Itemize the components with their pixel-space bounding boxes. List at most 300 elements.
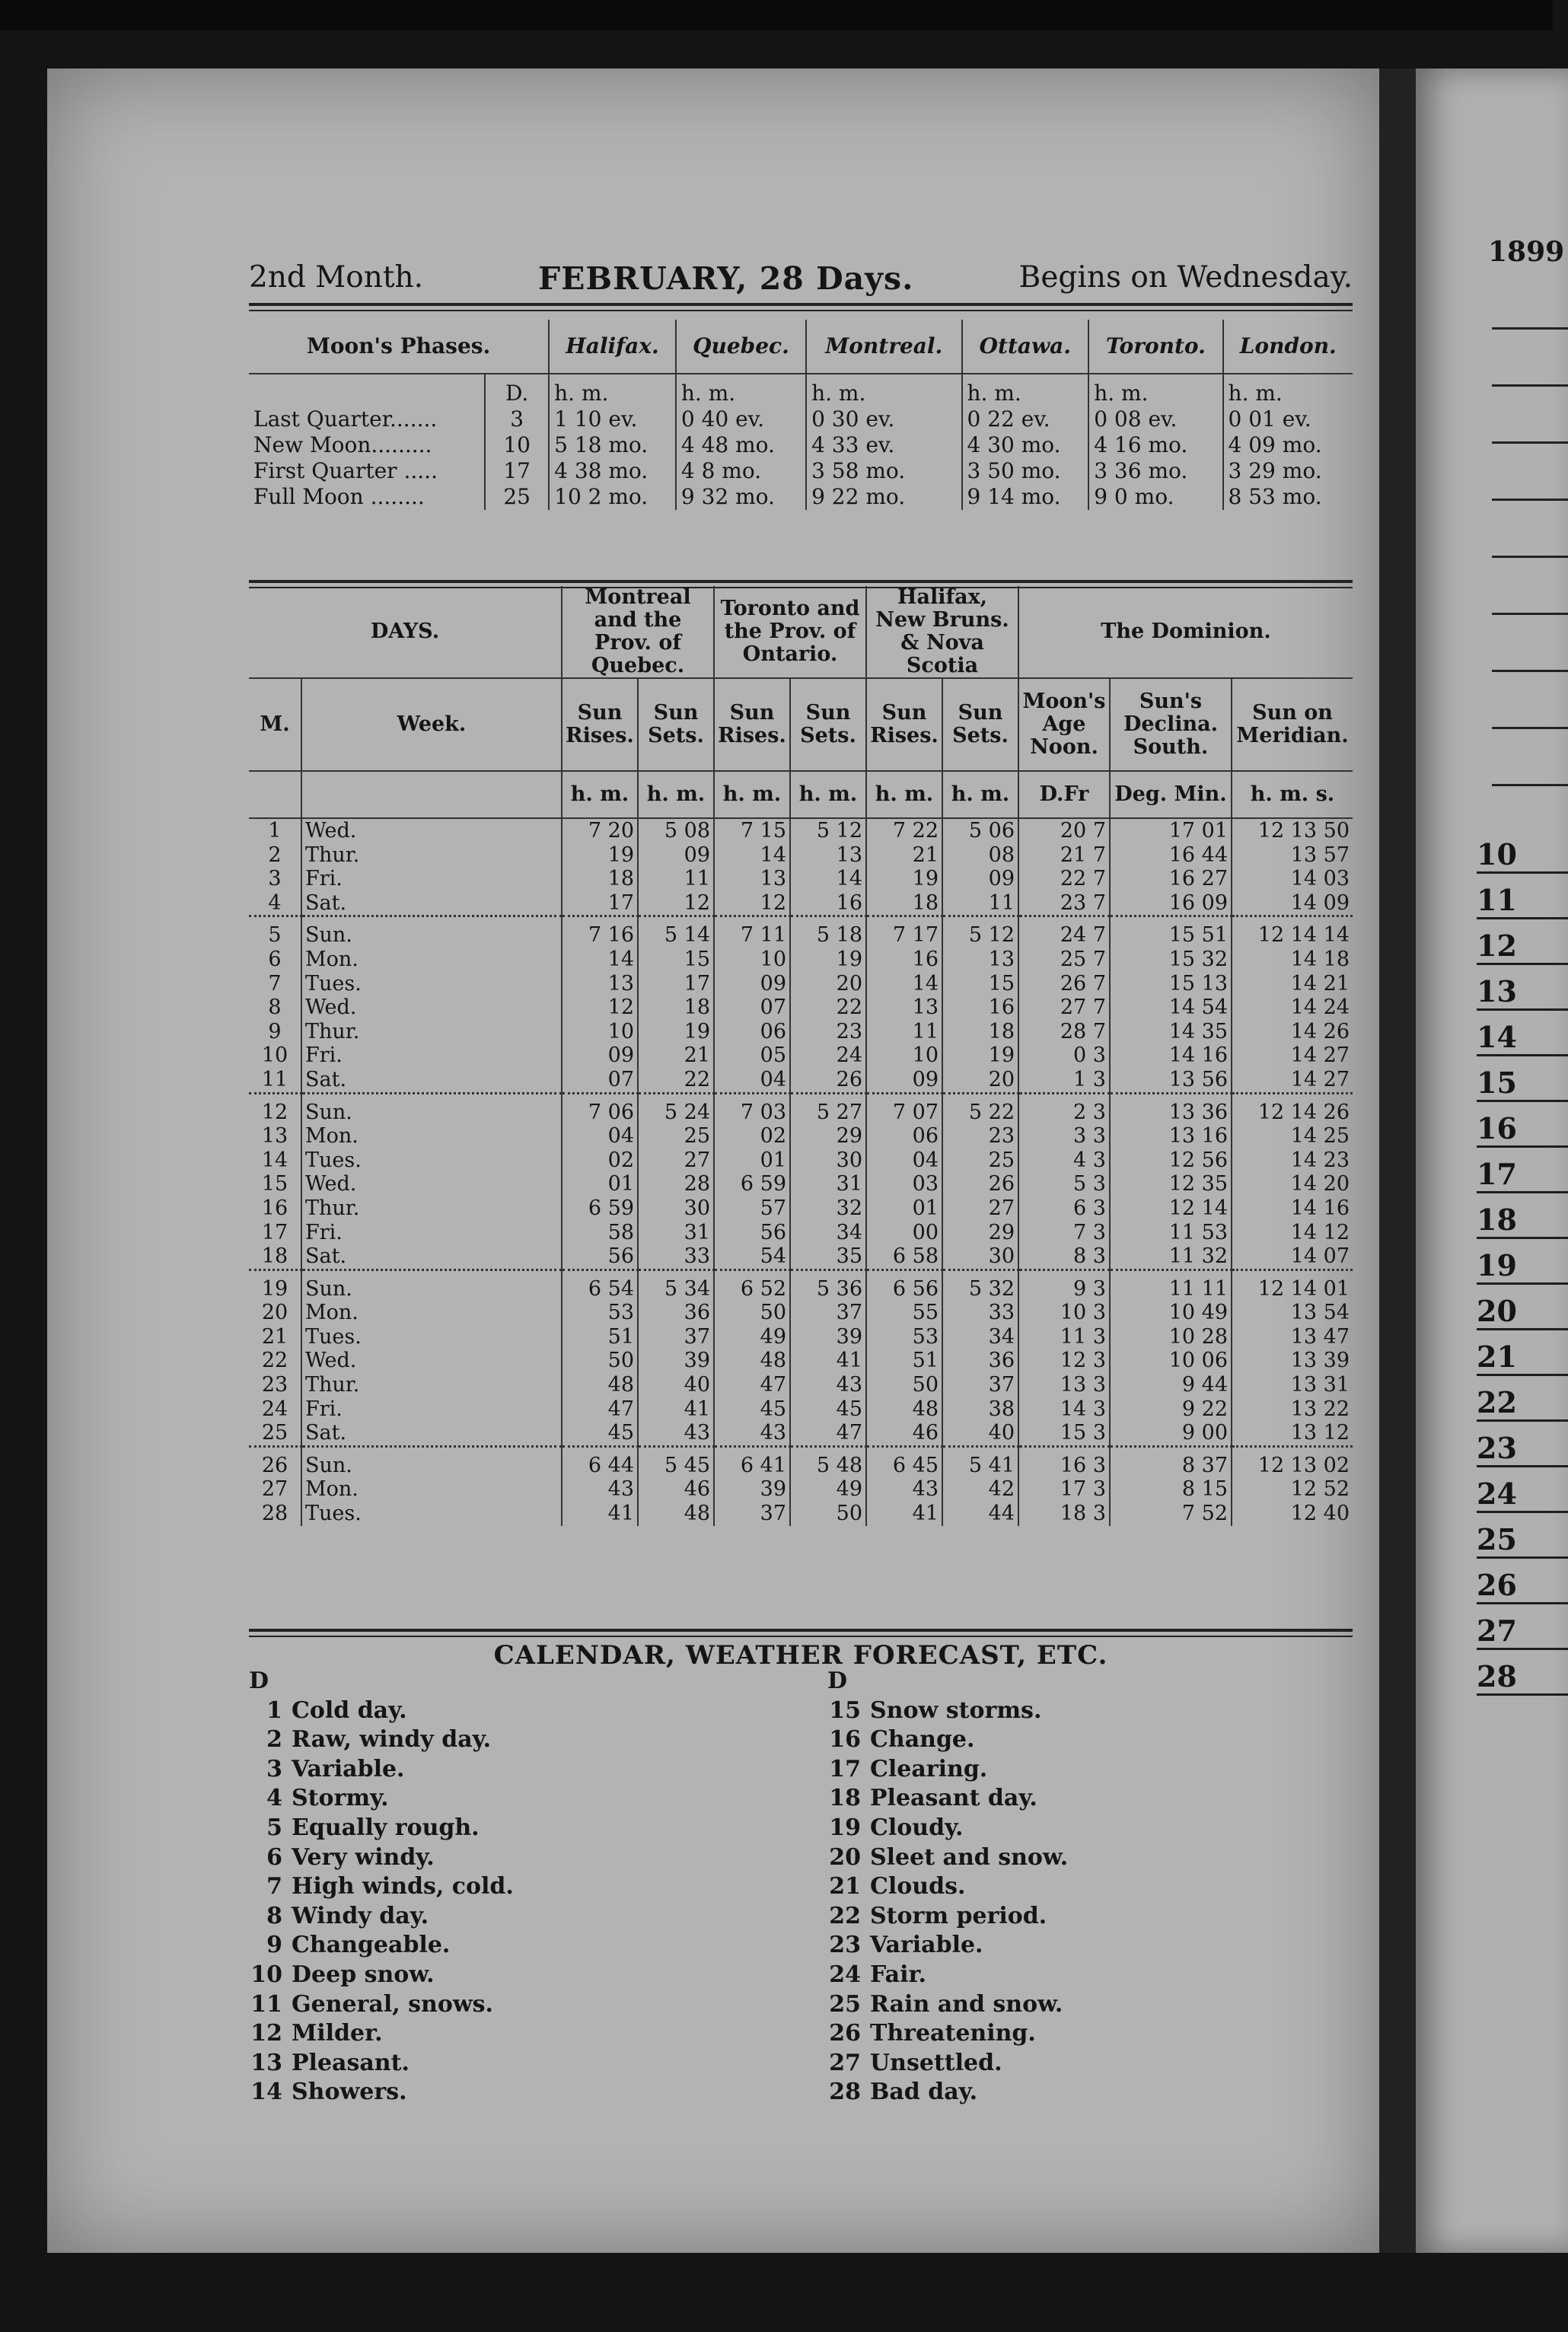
day-cell: 6 44 xyxy=(562,1454,638,1478)
separator-cell xyxy=(301,1270,562,1277)
separator-cell xyxy=(562,1446,638,1454)
forecast-day: 25 xyxy=(829,1990,861,2018)
day-cell: 28 7 xyxy=(1018,1020,1110,1044)
unit-label: h. m. xyxy=(638,771,714,818)
unit-label: h. m. xyxy=(942,771,1018,818)
phase-time: 1 10 ev. xyxy=(549,406,676,432)
phase-time-unit: h. m. xyxy=(806,374,961,406)
day-cell: 27 7 xyxy=(1018,996,1110,1020)
separator-cell xyxy=(1018,916,1110,924)
day-cell: 13 xyxy=(714,867,790,891)
days-heading: DAYS. xyxy=(249,586,562,678)
begins-on: Begins on Wednesday. xyxy=(1018,260,1353,295)
day-row xyxy=(249,1068,1353,1093)
day-cell: 12 35 xyxy=(1110,1172,1232,1196)
day-cell: 5 xyxy=(268,923,282,948)
phase-time: 0 01 ev. xyxy=(1223,406,1353,432)
day-cell: 26 7 xyxy=(1018,972,1110,996)
day-cell: 21 xyxy=(261,1324,288,1349)
day-cell: 13 xyxy=(790,843,866,868)
forecast-item xyxy=(249,1814,514,1843)
day-row xyxy=(249,1244,1353,1270)
day-cell: 13 56 xyxy=(1110,1068,1232,1093)
day-cell: 53 xyxy=(866,1325,942,1349)
region-heading-ontario: Toronto and the Prov. of Ontario. xyxy=(714,586,866,678)
phase-time: 0 22 ev. xyxy=(962,406,1089,432)
day-cell: 13 3 xyxy=(1018,1373,1110,1397)
facing-page-rule xyxy=(1492,327,1568,330)
day-cell: 14 35 xyxy=(1110,1020,1232,1044)
separator-cell xyxy=(1018,1446,1110,1454)
phase-name: New Moon......... xyxy=(253,432,432,457)
separator-cell xyxy=(942,916,1018,924)
day-cell: 01 xyxy=(866,1196,942,1221)
sun-times-table xyxy=(249,586,1353,1526)
day-cell: 7 11 xyxy=(714,923,790,948)
day-cell: 29 xyxy=(790,1124,866,1148)
day-row xyxy=(249,818,1353,843)
day-cell: 22 xyxy=(790,996,866,1020)
facing-page-rule xyxy=(1492,499,1568,501)
unit-label: Deg. Min. xyxy=(1110,771,1232,818)
week-separator xyxy=(249,1093,1353,1101)
day-cell: 5 12 xyxy=(942,923,1018,948)
forecast-day: 12 xyxy=(250,2020,282,2047)
day-cell: 05 xyxy=(714,1043,790,1068)
day-cell: 14 54 xyxy=(1110,996,1232,1020)
day-cell: 6 45 xyxy=(866,1454,942,1478)
forecast-item xyxy=(249,2019,514,2049)
day-cell: 13 54 xyxy=(1232,1301,1353,1325)
day-cell: 53 xyxy=(562,1301,638,1325)
forecast-item xyxy=(249,1902,514,1932)
day-cell: 6 54 xyxy=(562,1277,638,1301)
day-cell: 02 xyxy=(714,1124,790,1148)
day-cell: 01 xyxy=(562,1172,638,1196)
forecast-text: Unsettled. xyxy=(870,2049,1002,2076)
phase-time: 4 30 mo. xyxy=(962,432,1089,458)
day-cell: 31 xyxy=(638,1221,714,1245)
day-cell: 17 xyxy=(638,972,714,996)
phase-row xyxy=(249,406,1353,432)
phase-time: 9 14 mo. xyxy=(962,484,1089,510)
day-cell: 37 xyxy=(942,1373,1018,1397)
unit-label: h. m. xyxy=(714,771,790,818)
day-cell: 15 xyxy=(942,972,1018,996)
day-cell: 09 xyxy=(942,867,1018,891)
city-header: Halifax. xyxy=(549,320,676,374)
day-cell: 5 36 xyxy=(790,1277,866,1301)
separator-cell xyxy=(249,1270,301,1277)
day-row xyxy=(249,948,1353,972)
unit-label: h. m. xyxy=(790,771,866,818)
forecast-text: Change. xyxy=(870,1726,975,1754)
day-cell: 10 xyxy=(714,948,790,972)
day-cell: 32 xyxy=(790,1196,866,1221)
day-cell: 12 14 01 xyxy=(1232,1277,1353,1301)
day-row xyxy=(249,867,1353,891)
forecast-right-column xyxy=(827,1667,1068,2107)
unit-label: h. m. s. xyxy=(1232,771,1353,818)
day-cell: 9 00 xyxy=(1110,1421,1232,1446)
day-row xyxy=(249,1397,1353,1422)
separator-cell xyxy=(562,916,638,924)
phase-time-unit: h. m. xyxy=(549,374,676,406)
forecast-text: Windy day. xyxy=(292,1902,429,1929)
day-cell: 15 51 xyxy=(1110,923,1232,948)
day-cell: 12 xyxy=(562,996,638,1020)
day-row xyxy=(249,1277,1353,1301)
day-cell: 16 09 xyxy=(1110,891,1232,916)
day-cell: 9 22 xyxy=(1110,1397,1232,1422)
day-cell: 47 xyxy=(562,1397,638,1422)
forecast-d-label: D xyxy=(827,1668,848,1694)
day-cell: Wed. xyxy=(301,1349,562,1373)
separator-cell xyxy=(866,916,942,924)
day-cell: 6 xyxy=(268,947,282,971)
phase-time: 9 22 mo. xyxy=(806,484,961,510)
day-cell: Sun. xyxy=(301,1101,562,1125)
day-cell: 20 xyxy=(942,1068,1018,1093)
phase-time: 4 38 mo. xyxy=(549,458,676,484)
day-cell: 7 15 xyxy=(714,818,790,843)
facing-page-day-number: 27 xyxy=(1477,1614,1568,1650)
facing-page-day-number: 23 xyxy=(1477,1431,1568,1467)
day-cell: 14 xyxy=(866,972,942,996)
forecast-text: Stormy. xyxy=(292,1785,389,1812)
day-cell: 14 3 xyxy=(1018,1397,1110,1422)
day-cell: Fri. xyxy=(301,1221,562,1245)
day-cell: 25 xyxy=(942,1148,1018,1173)
separator-cell xyxy=(1232,916,1353,924)
day-cell: 41 xyxy=(790,1349,866,1373)
separator-cell xyxy=(714,916,790,924)
facing-page-day-number: 13 xyxy=(1477,974,1568,1011)
day-cell: 10 28 xyxy=(1110,1325,1232,1349)
day-cell: 4 xyxy=(268,890,282,915)
col-sun-sets: Sun Sets. xyxy=(942,678,1018,771)
day-cell: 43 xyxy=(790,1373,866,1397)
forecast-text: Threatening. xyxy=(870,2020,1036,2047)
day-row xyxy=(249,1221,1353,1245)
day-cell: 5 27 xyxy=(790,1101,866,1125)
facing-page-rule xyxy=(1492,670,1568,672)
forecast-item xyxy=(827,1931,1068,1961)
day-cell: Sun. xyxy=(301,923,562,948)
day-cell: 13 12 xyxy=(1232,1421,1353,1446)
day-cell: 14 16 xyxy=(1110,1043,1232,1068)
day-cell: 16 27 xyxy=(1110,867,1232,891)
day-row xyxy=(249,1148,1353,1173)
day-cell: 58 xyxy=(562,1221,638,1245)
day-cell: 30 xyxy=(942,1244,1018,1270)
day-cell: 2 3 xyxy=(1018,1101,1110,1125)
forecast-day: 9 xyxy=(266,1932,282,1959)
phase-name-blank xyxy=(249,374,485,406)
forecast-day: 1 xyxy=(266,1696,282,1724)
day-cell: 12 40 xyxy=(1232,1502,1353,1526)
day-cell: 47 xyxy=(714,1373,790,1397)
day-cell: 43 xyxy=(866,1477,942,1502)
day-cell: Fri. xyxy=(301,1043,562,1068)
day-cell: Sat. xyxy=(301,1068,562,1093)
day-row xyxy=(249,1043,1353,1068)
day-cell: 12 14 14 xyxy=(1232,923,1353,948)
phase-time: 0 30 ev. xyxy=(806,406,961,432)
region-heading-dominion: The Dominion. xyxy=(1018,586,1353,678)
forecast-day: 19 xyxy=(829,1814,861,1841)
facing-page-rule xyxy=(1492,784,1568,786)
day-cell: 8 xyxy=(268,996,282,1020)
day-cell: 12 13 02 xyxy=(1232,1454,1353,1478)
forecast-day: 13 xyxy=(250,2049,282,2076)
phase-time: 3 50 mo. xyxy=(962,458,1089,484)
day-cell: 45 xyxy=(714,1397,790,1422)
day-cell: 30 xyxy=(638,1196,714,1221)
col-moon-age: Moon's Age Noon. xyxy=(1018,678,1110,771)
separator-cell xyxy=(866,1270,942,1277)
forecast-text: Milder. xyxy=(292,2020,383,2047)
forecast-d-label: D xyxy=(249,1668,269,1694)
day-cell: 7 16 xyxy=(562,923,638,948)
day-cell: 18 xyxy=(261,1244,288,1269)
day-cell: 57 xyxy=(714,1196,790,1221)
day-cell: 9 xyxy=(268,1019,282,1043)
city-header: Toronto. xyxy=(1088,320,1222,374)
day-cell: 47 xyxy=(790,1421,866,1446)
day-cell: 13 xyxy=(261,1124,288,1148)
facing-page-day-number: 16 xyxy=(1477,1111,1568,1148)
day-cell: 33 xyxy=(638,1244,714,1270)
day-cell: 16 3 xyxy=(1018,1454,1110,1478)
day-cell: 11 xyxy=(866,1020,942,1044)
day-cell: 21 7 xyxy=(1018,843,1110,868)
day-cell: 7 07 xyxy=(866,1101,942,1125)
forecast-item xyxy=(249,1931,514,1961)
day-cell: 51 xyxy=(866,1349,942,1373)
scan-top-border xyxy=(0,0,1553,30)
day-cell: 20 7 xyxy=(1018,818,1110,843)
forecast-text: Very windy. xyxy=(292,1843,435,1871)
day-row xyxy=(249,1172,1353,1196)
day-cell: Thur. xyxy=(301,1196,562,1221)
day-cell: 36 xyxy=(638,1301,714,1325)
facing-page-rule xyxy=(1492,727,1568,729)
facing-page-day-number: 19 xyxy=(1477,1248,1568,1285)
forecast-day: 18 xyxy=(829,1785,861,1812)
day-row xyxy=(249,843,1353,868)
day-cell: 15 xyxy=(638,948,714,972)
day-cell: 27 xyxy=(638,1148,714,1173)
forecast-day: 6 xyxy=(266,1843,282,1871)
page-title: FEBRUARY, 28 Days. xyxy=(538,260,914,297)
separator-cell xyxy=(638,916,714,924)
forecast-text: Clearing. xyxy=(870,1755,988,1782)
forecast-item xyxy=(827,1755,1068,1785)
day-cell: 28 xyxy=(638,1172,714,1196)
day-cell: 16 xyxy=(790,891,866,916)
day-row xyxy=(249,1421,1353,1446)
separator-cell xyxy=(1232,1270,1353,1277)
forecast-item xyxy=(249,1961,514,1990)
day-cell: 7 xyxy=(268,971,282,996)
day-cell: 5 22 xyxy=(942,1101,1018,1125)
phase-name: First Quarter ..... xyxy=(253,458,438,483)
col-month-day: M. xyxy=(249,678,301,771)
day-cell: 14 09 xyxy=(1232,891,1353,916)
day-cell: Wed. xyxy=(301,996,562,1020)
facing-page-day-number: 14 xyxy=(1477,1020,1568,1056)
day-cell: Thur. xyxy=(301,1373,562,1397)
forecast-item xyxy=(827,1990,1068,2020)
day-cell: 45 xyxy=(562,1421,638,1446)
phases-unit-row xyxy=(249,374,1353,406)
forecast-day: 21 xyxy=(829,1873,861,1900)
day-cell: 48 xyxy=(562,1373,638,1397)
forecast-day: 3 xyxy=(266,1755,282,1782)
day-cell: 22 xyxy=(638,1068,714,1093)
region-heading-maritimes: Halifax, New Bruns. & Nova Scotia xyxy=(866,586,1018,678)
forecast-text: Cold day. xyxy=(292,1696,407,1724)
day-cell: 14 03 xyxy=(1232,867,1353,891)
day-cell: 5 41 xyxy=(942,1454,1018,1478)
facing-page-day-number: 26 xyxy=(1477,1568,1568,1604)
forecast-day: 11 xyxy=(250,1990,282,2018)
day-cell: 28 xyxy=(261,1502,288,1526)
phase-day: 10 xyxy=(485,432,549,458)
phase-day-unit: D. xyxy=(485,374,549,406)
day-cell: 7 17 xyxy=(866,923,942,948)
separator-cell xyxy=(1232,1446,1353,1454)
separator-cell xyxy=(866,1446,942,1454)
region-heading-quebec: Montreal and the Prov. of Quebec. xyxy=(562,586,714,678)
day-row xyxy=(249,1325,1353,1349)
day-cell: 14 23 xyxy=(1232,1148,1353,1173)
city-header: Quebec. xyxy=(676,320,806,374)
separator-cell xyxy=(638,1093,714,1101)
day-row xyxy=(249,923,1353,948)
day-cell: 16 xyxy=(942,996,1018,1020)
day-cell: 24 xyxy=(261,1397,288,1421)
city-header: Ottawa. xyxy=(962,320,1089,374)
day-row xyxy=(249,1101,1353,1125)
moon-phases-body xyxy=(249,374,1353,510)
day-cell: 5 45 xyxy=(638,1454,714,1478)
day-cell: 19 xyxy=(638,1020,714,1044)
day-cell: 50 xyxy=(562,1349,638,1373)
day-cell: 20 xyxy=(790,972,866,996)
day-cell: 46 xyxy=(866,1421,942,1446)
facing-page-day-number: 21 xyxy=(1477,1340,1568,1376)
day-cell: 5 08 xyxy=(638,818,714,843)
day-cell: 5 48 xyxy=(790,1454,866,1478)
separator-cell xyxy=(301,1093,562,1101)
day-cell: 30 xyxy=(790,1148,866,1173)
unit-label: h. m. xyxy=(866,771,942,818)
forecast-item xyxy=(827,1696,1068,1726)
day-row xyxy=(249,891,1353,916)
forecast-item xyxy=(249,1990,514,2020)
facing-page-rule xyxy=(1492,613,1568,615)
day-cell: 10 49 xyxy=(1110,1301,1232,1325)
day-cell: 23 xyxy=(790,1020,866,1044)
forecast-item xyxy=(249,1696,514,1726)
city-header: London. xyxy=(1223,320,1353,374)
forecast-day: 26 xyxy=(829,2020,861,2047)
day-cell: Mon. xyxy=(301,1477,562,1502)
day-cell: 11 xyxy=(638,867,714,891)
page-header xyxy=(249,260,1353,301)
forecast-text: Raw, windy day. xyxy=(292,1726,492,1754)
separator-cell xyxy=(790,1093,866,1101)
day-cell: 23 xyxy=(261,1373,288,1397)
facing-page-edge xyxy=(1416,68,1568,2253)
phase-time-unit: h. m. xyxy=(962,374,1089,406)
day-cell: 56 xyxy=(562,1244,638,1270)
separator-cell xyxy=(790,1446,866,1454)
day-cell: 15 13 xyxy=(1110,972,1232,996)
day-cell: 21 xyxy=(866,843,942,868)
facing-page-day-number: 11 xyxy=(1477,883,1568,919)
day-cell: 04 xyxy=(866,1148,942,1173)
phase-time: 3 36 mo. xyxy=(1088,458,1222,484)
day-cell: 15 32 xyxy=(1110,948,1232,972)
forecast-day: 4 xyxy=(266,1785,282,1812)
day-cell: 04 xyxy=(714,1068,790,1093)
forecast-text: Variable. xyxy=(870,1932,983,1959)
day-cell: 17 3 xyxy=(1018,1477,1110,1502)
facing-page-day-number: 20 xyxy=(1477,1294,1568,1330)
day-cell: 49 xyxy=(714,1325,790,1349)
day-row xyxy=(249,996,1353,1020)
forecast-day: 8 xyxy=(266,1902,282,1929)
day-cell: 5 18 xyxy=(790,923,866,948)
table-bottom-rule xyxy=(249,1629,1353,1637)
col-sun-rises: Sun Rises. xyxy=(714,678,790,771)
day-cell: 11 32 xyxy=(1110,1244,1232,1270)
book-gutter xyxy=(1379,68,1416,2253)
forecast-text: Snow storms. xyxy=(870,1696,1042,1724)
forecast-text: High winds, cold. xyxy=(292,1873,514,1900)
col-sun-sets: Sun Sets. xyxy=(638,678,714,771)
day-cell: 8 37 xyxy=(1110,1454,1232,1478)
day-cell: 7 3 xyxy=(1018,1221,1110,1245)
day-cell: Fri. xyxy=(301,867,562,891)
day-cell: 2 xyxy=(268,843,282,867)
day-cell: 14 26 xyxy=(1232,1020,1353,1044)
day-cell: 10 xyxy=(866,1043,942,1068)
day-cell: 15 xyxy=(261,1172,288,1196)
day-cell: Wed. xyxy=(301,1172,562,1196)
day-cell: 45 xyxy=(790,1397,866,1422)
facing-page-day-number: 22 xyxy=(1477,1385,1568,1422)
day-cell: 10 3 xyxy=(1018,1301,1110,1325)
forecast-item xyxy=(827,1725,1068,1755)
forecast-day: 10 xyxy=(250,1961,282,1988)
separator-cell xyxy=(714,1446,790,1454)
day-cell: 5 34 xyxy=(638,1277,714,1301)
day-cell: 48 xyxy=(638,1502,714,1526)
forecast-item xyxy=(827,1843,1068,1873)
day-cell: 14 25 xyxy=(1232,1124,1353,1148)
phase-time: 5 18 mo. xyxy=(549,432,676,458)
separator-cell xyxy=(942,1446,1018,1454)
day-cell: 17 xyxy=(261,1220,288,1244)
day-cell: 35 xyxy=(790,1244,866,1270)
day-cell: 20 xyxy=(261,1301,288,1325)
day-cell: 01 xyxy=(714,1148,790,1173)
phase-day: 17 xyxy=(485,458,549,484)
